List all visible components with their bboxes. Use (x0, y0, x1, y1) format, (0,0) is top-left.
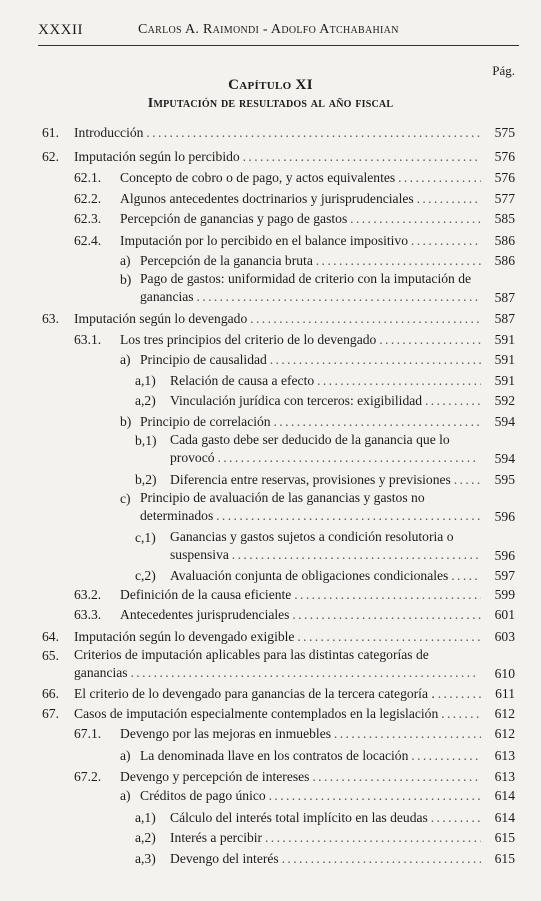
toc-entry (0, 123, 515, 143)
toc-entry-title: Ganancias y gastos sujetos a condición resolutoria o suspensiva . . . (170, 528, 481, 566)
toc-entry-title: Principio de correlación . . . (140, 412, 481, 432)
toc-entry-page: 587 (494, 311, 515, 326)
toc-entry-page: 596 (494, 548, 515, 563)
toc-entry-page: 599 (494, 587, 515, 602)
toc-entry-number: 63.1. (74, 332, 102, 347)
toc-entry-page: 591 (494, 352, 515, 367)
authors: Carlos A. Raimondi - Adolfo Atchabahian (138, 22, 399, 37)
toc-entry (0, 605, 515, 625)
toc-entry-page: 612 (494, 706, 515, 721)
toc-entry-number: 66. (42, 686, 59, 701)
toc-entry-title: Algunos antecedentes doctrinarios y jurisprudenciales . . . (120, 189, 481, 209)
toc-entry-page: 576 (494, 149, 515, 164)
chapter-heading: Capítulo XI (228, 77, 313, 93)
toc-entry (0, 431, 515, 469)
toc-entry-number: 61. (42, 125, 59, 140)
toc-entry-number: a,2) (135, 830, 156, 845)
toc-entry-number: 62. (42, 149, 59, 164)
toc-entry (0, 231, 515, 251)
toc-entry-number: c) (120, 491, 131, 506)
toc-entry-number: a,3) (135, 851, 156, 866)
toc-entry-number: 64. (42, 629, 59, 644)
toc-entry-number: c,1) (135, 530, 156, 545)
toc-entry-title: Devengo del interés . . . (170, 849, 481, 869)
toc-entry-page: 586 (494, 233, 515, 248)
toc-entry-title: Casos de imputación especialmente contemplados en la legislación . . . (74, 704, 481, 724)
toc-entry-title: Devengo por las mejoras en inmuebles . . . (120, 724, 481, 744)
toc-entry-title: Cálculo del interés total implícito en las deudas . . . (170, 808, 481, 828)
toc-entry-title: Criterios de imputación aplicables para las distintas categorías de ganancias . . . (74, 646, 481, 684)
toc-entry-number: 62.4. (74, 233, 102, 248)
toc-entry (0, 189, 515, 209)
toc-entry-page: 585 (494, 211, 515, 226)
toc-entry (0, 746, 515, 766)
toc-entry-title: Créditos de pago único . . . (140, 786, 481, 806)
toc-entry-title: Diferencia entre reservas, provisiones y previsiones . . . (170, 470, 481, 490)
toc-entry-number: a) (120, 352, 131, 367)
toc-entry-title: Percepción de la ganancia bruta . . . (140, 251, 481, 271)
toc-entry-number: b,2) (135, 472, 157, 487)
toc-entry-page: 591 (494, 373, 515, 388)
toc-entry-title: Introducción . . . (74, 123, 481, 143)
toc-entry-title: Avaluación conjunta de obligaciones condicionales . . . (170, 566, 481, 586)
toc-entry-title: La denominada llave en los contratos de locación . . . (140, 746, 481, 766)
toc-entry (0, 767, 515, 787)
toc-entry-number: 62.2. (74, 191, 102, 206)
toc-entry-page: 594 (494, 414, 515, 429)
toc-entry (0, 168, 515, 188)
toc-entry-page: 594 (494, 451, 515, 466)
page-number: XXXII (38, 22, 83, 38)
toc-entry-number: 63.3. (74, 607, 102, 622)
toc-entry-title: Vinculación jurídica con terceros: exigibilidad . . . (170, 391, 481, 411)
toc-entry-number: 62.1. (74, 170, 102, 185)
toc-entry-page: 614 (494, 788, 515, 803)
toc-entry-title: Antecedentes jurisprudenciales . . . (120, 605, 481, 625)
toc-entry-number: b,1) (135, 433, 157, 448)
toc-entry-number: a,1) (135, 373, 156, 388)
toc-entry (0, 350, 515, 370)
toc-entry (0, 470, 515, 490)
toc-entry-page: 601 (494, 607, 515, 622)
toc-entry (0, 391, 515, 411)
toc-entry-number: b) (120, 414, 132, 429)
toc-entry-number: a,1) (135, 810, 156, 825)
toc-entry-title: Imputación según lo percibido . . . (74, 147, 481, 167)
toc-entry-number: 67.1. (74, 726, 102, 741)
toc-entry (0, 147, 515, 167)
toc-entry-page: 595 (494, 472, 515, 487)
toc-entry-title: Los tres principios del criterio de lo devengado . . . (120, 330, 481, 350)
toc-entry-title: Principio de causalidad . . . (140, 350, 481, 370)
toc-entry (0, 251, 515, 271)
toc-entry (0, 684, 515, 704)
toc-entry (0, 724, 515, 744)
toc-entry-title: Imputación según lo devengado exigible . . . (74, 627, 481, 647)
toc-entry-page: 613 (494, 769, 515, 784)
toc-entry-page: 603 (494, 629, 515, 644)
toc-entry-number: 67.2. (74, 769, 102, 784)
toc-entry-number: 62.3. (74, 211, 102, 226)
toc-entry-page: 592 (494, 393, 515, 408)
toc-entry-number: a) (120, 748, 131, 763)
toc-entry-page: 575 (494, 125, 515, 140)
toc-entry-page: 591 (494, 332, 515, 347)
toc-entry-number: b) (120, 272, 132, 287)
toc-entry-page: 615 (494, 830, 515, 845)
toc-entry-page: 597 (494, 568, 515, 583)
toc-entry-number: a) (120, 253, 131, 268)
toc-entry-page: 596 (494, 509, 515, 524)
toc-entry-page: 614 (494, 810, 515, 825)
toc-entry-page: 576 (494, 170, 515, 185)
toc-entry-page: 612 (494, 726, 515, 741)
toc-entry (0, 808, 515, 828)
toc-entry (0, 412, 515, 432)
page-column-label: Pág. (492, 63, 515, 78)
running-header (38, 22, 519, 44)
toc-entry-number: a) (120, 788, 131, 803)
toc-entry-number: 63. (42, 311, 59, 326)
toc-entry-title: Pago de gastos: uniformidad de criterio con la imputación de ganancias . . . (140, 270, 481, 308)
toc-entry-page: 613 (494, 748, 515, 763)
toc-entry-title: Relación de causa a efecto . . . (170, 371, 481, 391)
section-title: Imputación de resultados al año fiscal (147, 96, 394, 111)
toc-entry (0, 528, 515, 566)
toc-entry-number: a,2) (135, 393, 156, 408)
toc-entry (0, 566, 515, 586)
toc-entry (0, 704, 515, 724)
toc-entry-page: 610 (494, 666, 515, 681)
toc-entry-page: 587 (494, 290, 515, 305)
toc-entry-page: 577 (494, 191, 515, 206)
toc-entry (0, 627, 515, 647)
toc-entry-number: 65. (42, 648, 59, 663)
toc-entry (0, 849, 515, 869)
toc-entry (0, 209, 515, 229)
toc-entry (0, 585, 515, 605)
toc-entry (0, 270, 515, 308)
toc-entry-page: 611 (495, 686, 515, 701)
toc-entry (0, 309, 515, 329)
toc-entry-page: 586 (494, 253, 515, 268)
toc-entry-title: Imputación según lo devengado . . . (74, 309, 481, 329)
toc-entry (0, 489, 515, 527)
toc-entry-page: 615 (494, 851, 515, 866)
toc-entry-title: Devengo y percepción de intereses . . . (120, 767, 481, 787)
toc-entry-title: Interés a percibir . . . (170, 828, 481, 848)
toc-entry (0, 371, 515, 391)
toc-entry-title: Imputación por lo percibido en el balance impositivo . . . (120, 231, 481, 251)
toc-entry-number: 63.2. (74, 587, 102, 602)
toc-entry-title: Percepción de ganancias y pago de gastos . . . (120, 209, 481, 229)
toc-entry (0, 330, 515, 350)
toc-entry-title: Concepto de cobro o de pago, y actos equivalentes . . . (120, 168, 481, 188)
toc-entry-number: c,2) (135, 568, 156, 583)
toc-entry-title: Cada gasto debe ser deducido de la ganancia que lo provocó . . . (170, 431, 481, 469)
toc-entry-number: 67. (42, 706, 59, 721)
toc-entry-title: Principio de avaluación de las ganancias y gastos no determinados . . . (140, 489, 481, 527)
toc-entry-title: El criterio de lo devengado para ganancias de la tercera categoría . . . . (74, 684, 481, 704)
toc-entry (0, 786, 515, 806)
toc-entry-title: Definición de la causa eficiente . . . (120, 585, 481, 605)
header-rule (38, 45, 519, 46)
toc-entry (0, 646, 515, 684)
toc-entry (0, 828, 515, 848)
